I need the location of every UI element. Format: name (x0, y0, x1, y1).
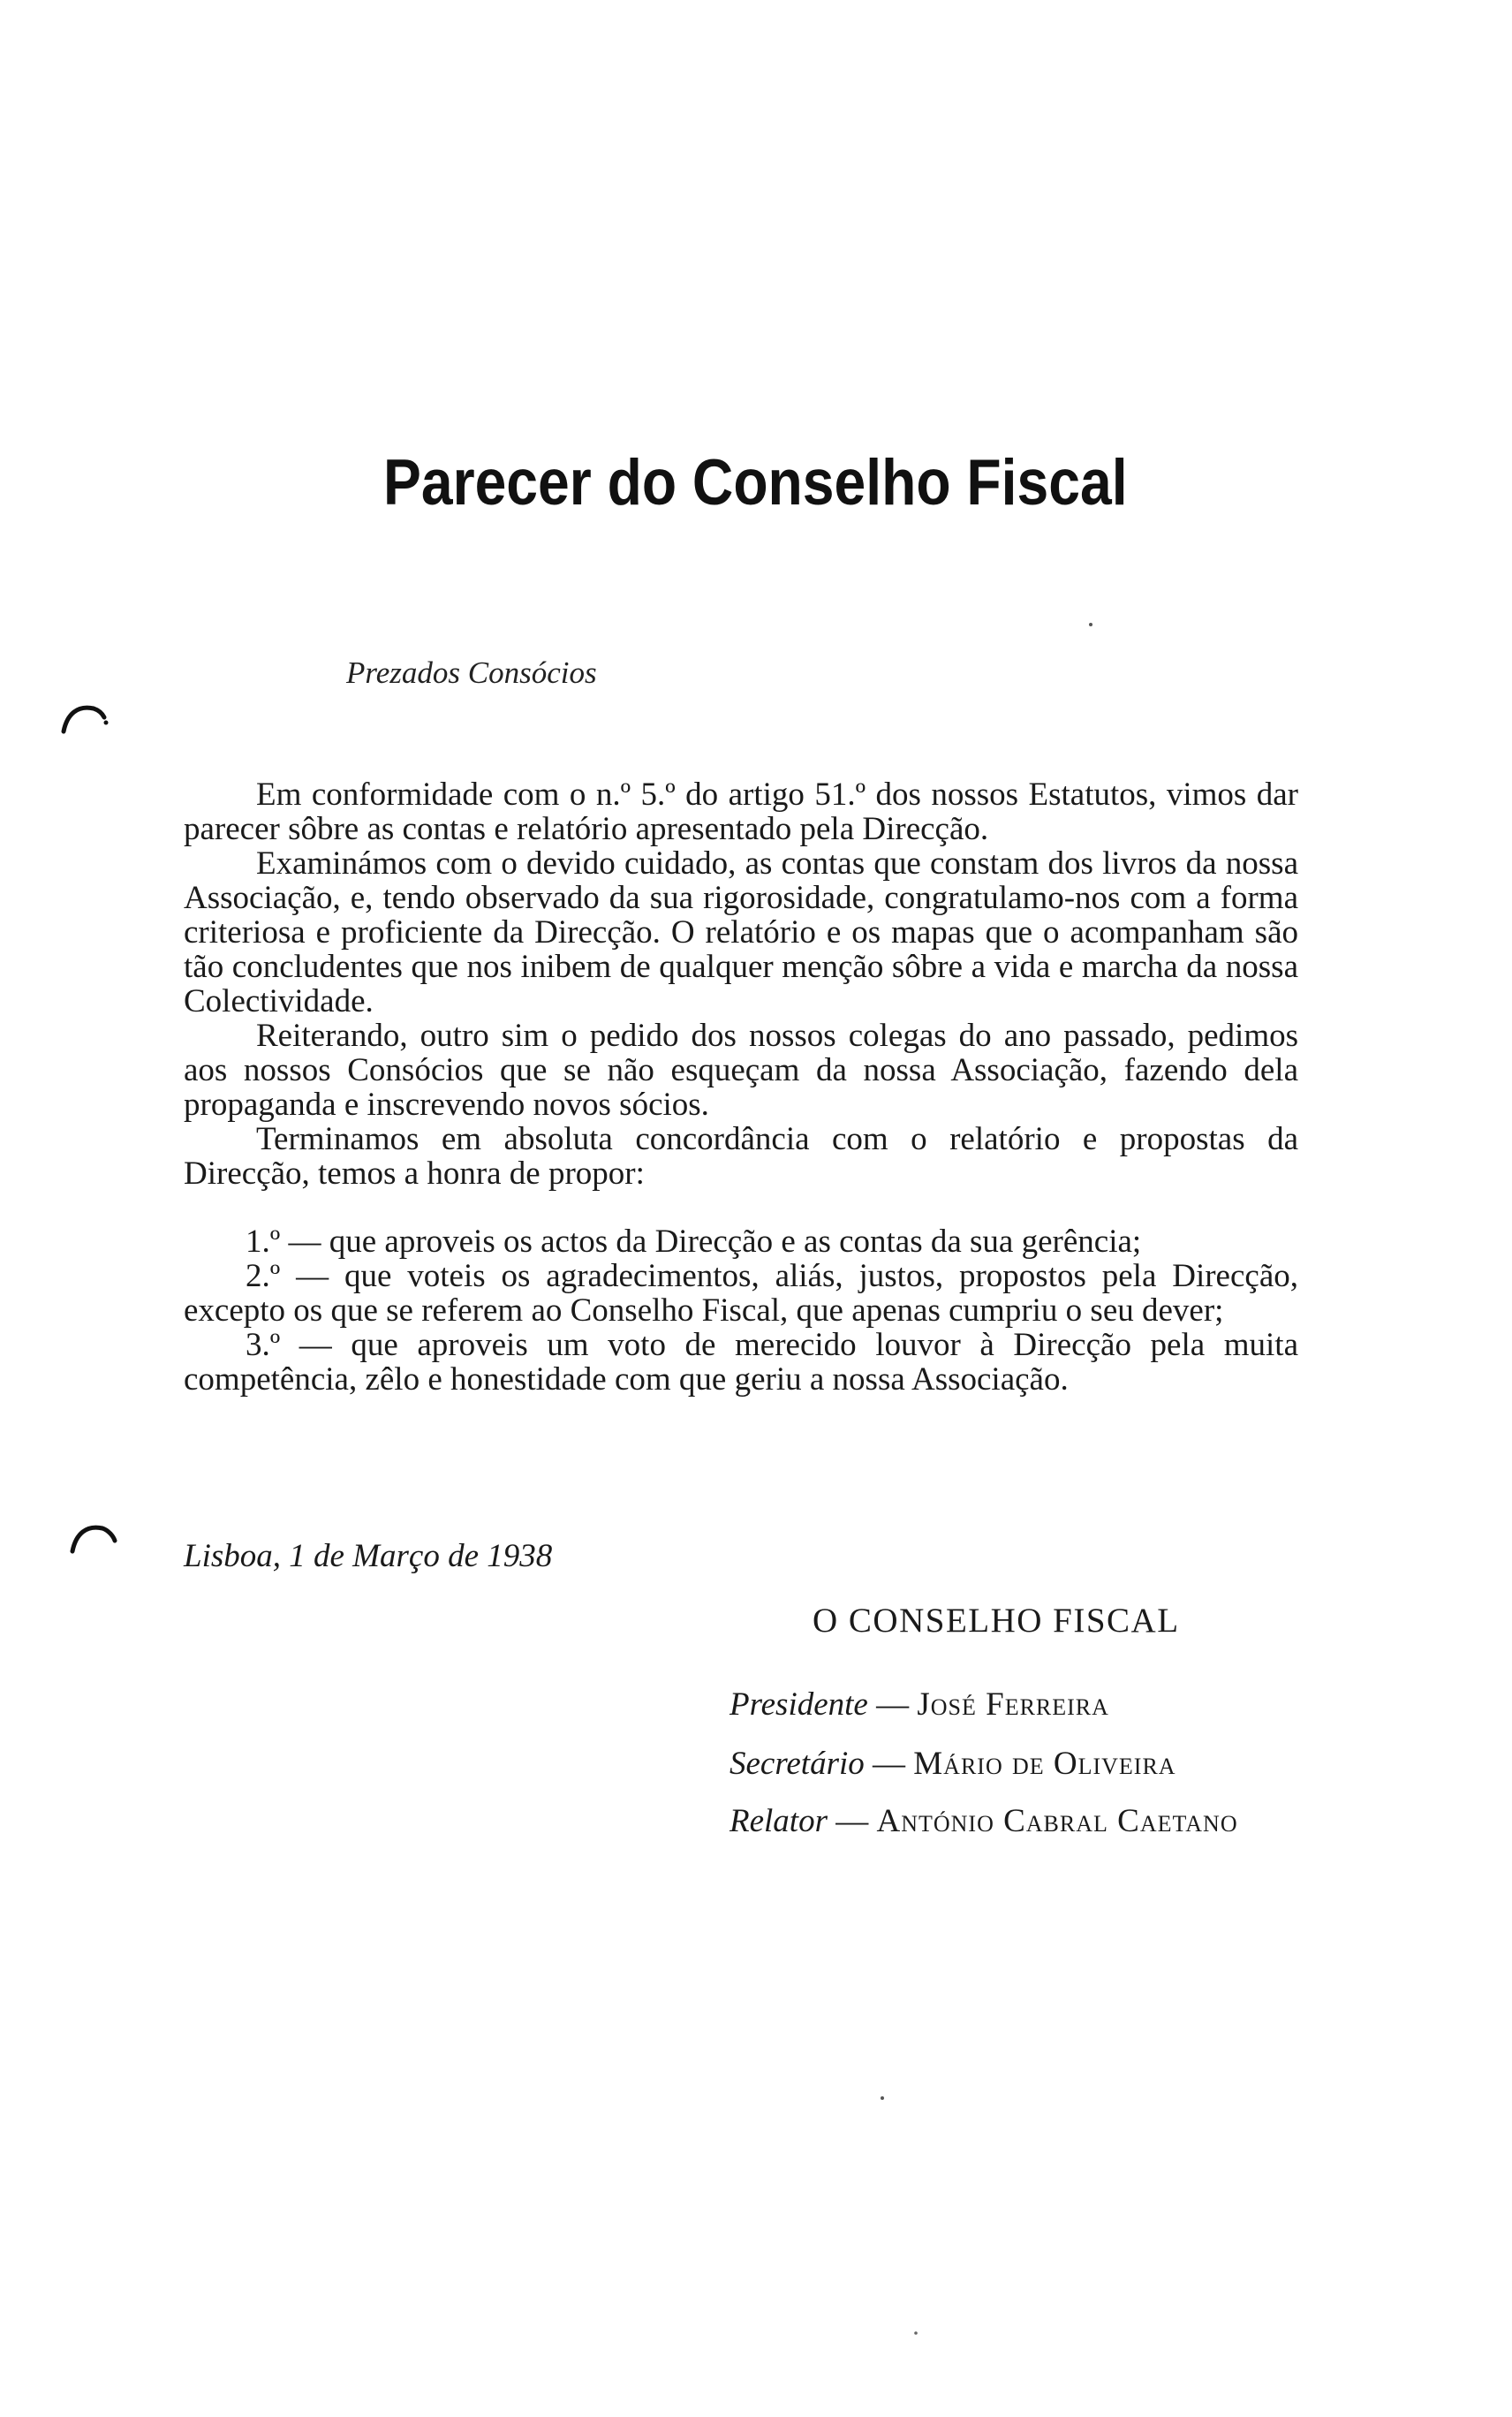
speck-icon (913, 2330, 919, 2336)
signatory-role: Relator (730, 1803, 828, 1839)
signatory-rapporteur (730, 1802, 1238, 1840)
spacer (184, 1191, 1298, 1224)
paragraph-examination: Examinámos com o devido cuidado, as contas que constam dos livros da nossa Associação, e, tendo observado da sua rigorosidade, congratulamo-nos com a forma criteriosa e proficiente da Direcção. O relatório e os mapas que o acompanham são tão concludentes que nos inibem de qualquer menção sôbre a vida e marcha da nossa Colectividade. (184, 845, 1298, 1019)
document-title: Parecer do Conselho Fiscal (382, 447, 1128, 519)
signatory-name: António Cabral Caetano (876, 1803, 1238, 1839)
signatory-role: Presidente (730, 1686, 868, 1723)
signatory-dash: — (876, 1686, 918, 1723)
paragraph-statutes: Em conformidade com o n.º 5.º do artigo 51.º dos nossos Estatutos, vimos dar parecer sôbre as contas e relatório apresentado pela Direcção. (184, 777, 1298, 847)
document-body (184, 777, 1298, 1397)
place-and-date: Lisboa, 1 de Março de 1938 (184, 1538, 553, 1574)
salutation: Prezados Consócios (346, 655, 597, 690)
signatory-dash: — (835, 1803, 877, 1839)
margin-mark-icon (67, 1516, 120, 1557)
speck-icon (880, 2095, 885, 2101)
paragraph-appeal: Reiterando, outro sim o pedido dos nossos colegas do ano passado, pedimos aos nossos Consócios que se não esqueçam da nossa Associação, fazendo dela propaganda e inscrevendo novos sócios. (184, 1018, 1298, 1123)
paragraph-conclusion: Terminamos em absoluta concordância com o relatório e propostas da Direcção, temos a honra de propor: (184, 1121, 1298, 1192)
signatory-role: Secretário (730, 1746, 865, 1782)
proposal-item-2: 2.º — que voteis os agradecimentos, aliás, justos, propostos pela Direcção, excepto os que se referem ao Conselho Fiscal, que apenas cumpriu o seu dever; (184, 1258, 1298, 1329)
speck-icon (1088, 622, 1093, 627)
signatory-dash: — (873, 1746, 914, 1782)
margin-mark-icon (58, 696, 111, 737)
signatory-president (730, 1686, 1109, 1724)
signatory-body: O CONSELHO FISCAL (813, 1602, 1180, 1640)
signatory-name: José Ferreira (917, 1686, 1109, 1723)
proposal-item-1: 1.º — que aproveis os actos da Direcção e as contas da sua gerência; (246, 1224, 1142, 1260)
signatory-name: Mário de Oliveira (913, 1746, 1176, 1782)
signatory-secretary (730, 1745, 1176, 1783)
proposal-item-3: 3.º — que aproveis um voto de merecido louvor à Direcção pela muita competência, zêlo e honestidade com que geriu a nossa Associação. (184, 1327, 1298, 1398)
